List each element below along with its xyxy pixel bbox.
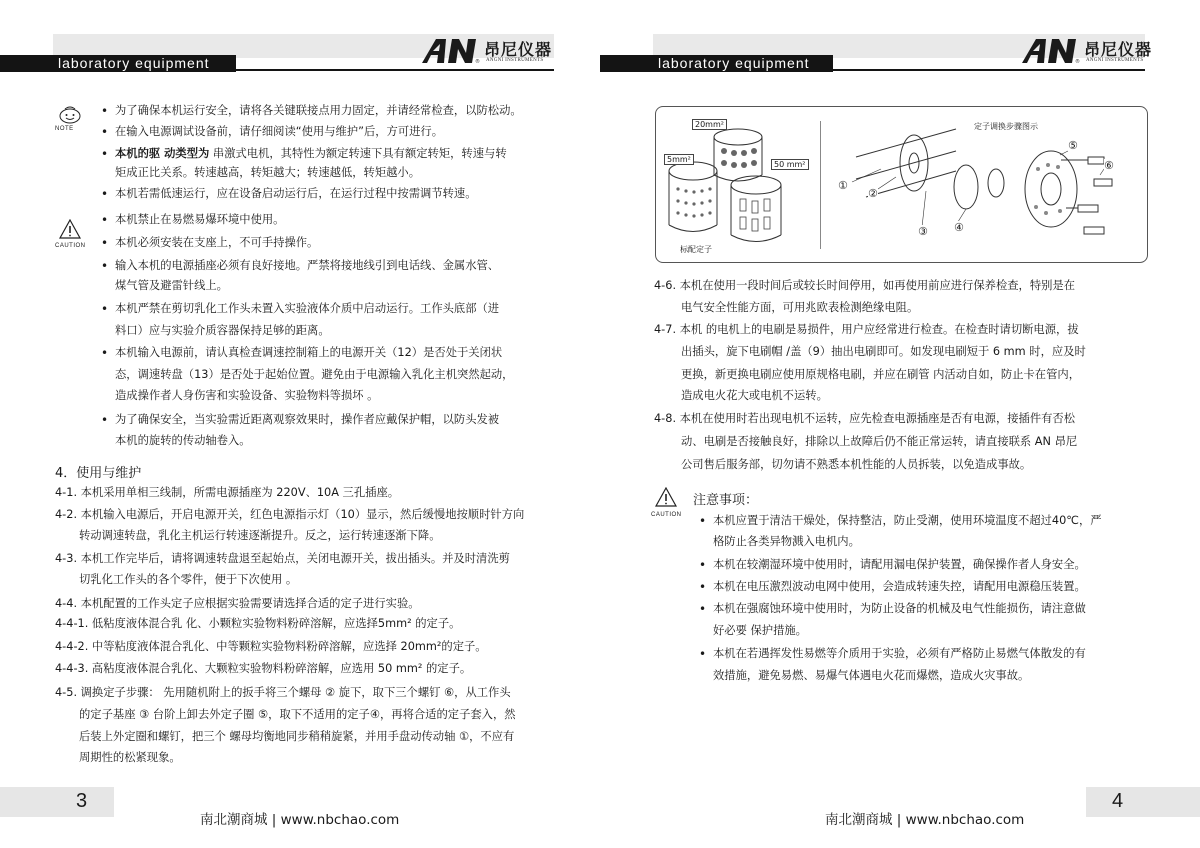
caution-icon-label: CAUTION bbox=[55, 243, 86, 249]
caution-item: • 本机输入电源前，请认真检查调速控制箱上的电源开关（12）是否处于关闭状 bbox=[115, 346, 502, 360]
svg-text:®: ® bbox=[1075, 59, 1080, 65]
paragraph-4-8-cont: 动、电刷是否接触良好，排除以上故障后仍不能正常运转，请直接联系 AN 昂尼 bbox=[681, 435, 1078, 448]
paragraph-4-6: 4-6. 本机在使用一段时间后或较长时间停用，如再使用前应进行保养检查，特别是在 bbox=[654, 279, 1076, 292]
caution-item: • 本机严禁在剪切乳化工作头未置入实验液体介质中启动运行。工作头底部（进 bbox=[115, 302, 499, 316]
attention-item-cont: 好必要 保护措施。 bbox=[713, 624, 807, 637]
figure-caption-steps: 定子调换步骤图示 bbox=[974, 122, 1038, 131]
caution-item-cont: 煤气管及避雷针线上。 bbox=[115, 279, 228, 292]
caution-item-cont: 态，调速转盘（13）是否处于起始位置。避免由于电源输入乳化主机突然起动， bbox=[115, 368, 514, 381]
right-page bbox=[600, 0, 1200, 848]
paragraph-4-1: 4-1. 本机采用单相三线制，所需电源插座为 220V、10A 三孔插座。 bbox=[55, 486, 400, 499]
an-logo-icon bbox=[1020, 36, 1082, 66]
header-brand-bar bbox=[600, 55, 833, 72]
paragraph-4-5: 4-5. 调换定子步骤： 先用随机附上的扳手将三个螺母 ② 旋下，取下三个螺钉 ⑥，从工作头 bbox=[55, 686, 511, 699]
page-number: 4 bbox=[1112, 790, 1124, 812]
attention-item: • 本机在强腐蚀环境中使用时，为防止设备的机械及电气性能损伤，请注意做 bbox=[713, 602, 1086, 616]
note-item: • 为了确保本机运行安全，请将各关键联接点用力固定，并请经常检查，以防松动。 bbox=[115, 104, 522, 118]
paragraph-4-8: 4-8. 本机在使用时若出现电机不运转，应先检查电源插座是否有电源，接插件有否松 bbox=[654, 412, 1076, 425]
attention-item: • 本机在电压激烈波动电网中使用，会造成转速失控，请配用电源稳压装置。 bbox=[713, 580, 1086, 594]
attention-item: • 本机在若遇挥发性易燃等介质用于实验，必须有严格防止易燃气体散发的有 bbox=[713, 647, 1086, 661]
paragraph-4-5-cont: 周期性的松紧现象。 bbox=[79, 751, 181, 764]
paragraph-4-4: 4-4. 本机配置的工作头定子应根据实验需要请选择合适的定子进行实验。 bbox=[55, 597, 420, 610]
note-icon bbox=[57, 105, 83, 125]
caution-item: • 本机必须安装在支座上，不可手持操作。 bbox=[115, 236, 318, 250]
note-item: • 本机若需低速运行，应在设备启动运行后，在运行过程中按需调节转速。 bbox=[115, 187, 477, 201]
caution-item: • 本机禁止在易燃易爆环境中使用。 bbox=[115, 213, 284, 227]
note-item: • 在输入电源调试设备前，请仔细阅读“使用与维护”后，方可进行。 bbox=[115, 125, 443, 139]
note-item-cont: 矩成正比关系。转速越高，转矩越大；转速越低，转矩越小。 bbox=[115, 166, 421, 179]
paragraph-4-2-cont: 转动调速转盘，乳化主机运行转速逐渐提升。反之，运行转速逐渐下降。 bbox=[79, 529, 441, 542]
note-item-motor bbox=[115, 147, 507, 161]
paragraph-4-2: 4-2. 本机输入电源后，开启电源开关，红色电源指示灯（10）显示，然后缓慢地按顺时针方向 bbox=[55, 508, 525, 521]
svg-text:®: ® bbox=[475, 59, 480, 65]
stator-5mm-label: 5mm² bbox=[664, 154, 694, 165]
stator-illustration bbox=[656, 107, 1147, 262]
paragraph-4-7-cont: 造成电火花大或电机不运转。 bbox=[681, 389, 828, 402]
attention-item: • 本机在较潮湿环境中使用时，请配用漏电保护装置，确保操作者人身安全。 bbox=[713, 558, 1086, 572]
paragraph-4-7-cont: 更换，新更换电刷应使用原规格电刷，并应在刷管 内活动自如，防止卡在管内， bbox=[681, 368, 1080, 381]
paragraph-4-3-cont: 切乳化工作头的各个零件，便于下次使用 。 bbox=[79, 573, 298, 586]
part-2-label: ② bbox=[868, 187, 878, 200]
logo-cn-text: 昂尼仪器 bbox=[484, 40, 553, 59]
paragraph-4-4-3: 4-4-3. 高粘度液体混合乳化、大颗粒实验物料粉碎溶解，应选用 50 mm² 的定子。 bbox=[55, 662, 472, 675]
caution-item: • 为了确保安全，当实验需近距离观察效果时，操作者应戴保护帽，以防头发被 bbox=[115, 413, 499, 427]
logo-en-text: ANGNI INSTRUMENTS bbox=[486, 58, 544, 63]
stator-20mm-label: 20mm² bbox=[692, 119, 727, 130]
header-rule bbox=[833, 69, 1145, 71]
page-number: 3 bbox=[76, 790, 88, 812]
caution-item-cont: 本机的旋转的传动轴卷入。 bbox=[115, 434, 251, 447]
header-rule bbox=[236, 69, 554, 71]
footer-site-text: 南北潮商城 | www.nbchao.com bbox=[825, 812, 1025, 828]
header-brand-bar bbox=[0, 55, 236, 72]
part-5-label: ⑤ bbox=[1068, 139, 1078, 152]
part-3-label: ③ bbox=[918, 225, 928, 238]
caution-item-cont: 造成操作者人身伤害和实验设备、实验物料等损坏 。 bbox=[115, 389, 379, 402]
stator-50mm-label: 50 mm² bbox=[771, 159, 809, 170]
paragraph-4-6-cont: 电气安全性能方面，可用兆欧表检测绝缘电阻。 bbox=[681, 301, 919, 314]
caution-icon bbox=[59, 219, 81, 239]
paragraph-4-7-cont: 出插头，旋下电刷帽 /盖（9）抽出电刷即可。如发现电刷短于 6 mm 时，应及时 bbox=[681, 345, 1086, 358]
motor-type-label: 本机的驱 动类型为 bbox=[115, 147, 210, 160]
paragraph-4-8-cont: 公司售后服务部，切勿请不熟悉本机性能的人员拆装，以免造成事故。 bbox=[681, 458, 1032, 471]
paragraph-4-4-1: 4-4-1. 低粘度液体混合乳 化、小颗粒实验物料粉碎溶解，应选择5mm² 的定子。 bbox=[55, 617, 461, 630]
logo-cn-text: 昂尼仪器 bbox=[1084, 40, 1153, 59]
caution-icon bbox=[655, 487, 677, 507]
header-brand-text: laboratory equipment bbox=[58, 55, 210, 71]
part-1-label: ① bbox=[838, 179, 848, 192]
stator-figure bbox=[655, 106, 1148, 263]
attention-title: 注意事项： bbox=[693, 493, 759, 508]
attention-item: • 本机应置于清洁干燥处，保持整洁，防止受潮，使用环境温度不超过40℃，严 bbox=[713, 514, 1102, 528]
motor-type-text: 串激式电机，其特性为额定转速下具有额定转矩，转速与转 bbox=[209, 147, 507, 160]
part-4-label: ④ bbox=[954, 221, 964, 234]
caution-item-cont: 料口）应与实验介质容器保持足够的距离。 bbox=[115, 324, 330, 337]
caution-icon-label: CAUTION bbox=[651, 512, 682, 518]
part-6-label: ⑥ bbox=[1104, 159, 1114, 172]
caution-item: • 输入本机的电源插座必须有良好接地。严禁将接地线引到电话线、金属水管、 bbox=[115, 259, 499, 273]
an-logo-icon bbox=[420, 36, 482, 66]
figure-divider bbox=[820, 121, 821, 249]
attention-item-cont: 格防止各类异物溅入电机内。 bbox=[713, 535, 860, 548]
paragraph-4-4-2: 4-4-2. 中等粘度液体混合乳化、中等颗粒实验物料粉碎溶解，应选择 20mm²的定子。 bbox=[55, 640, 487, 653]
paragraph-4-5-cont: 后装上外定圈和螺钉，把三个 螺母均衡地同步稍稍旋紧，并用手盘动传动轴 ①，不应有 bbox=[79, 730, 515, 743]
header-brand-text: laboratory equipment bbox=[658, 55, 810, 71]
figure-caption-standard: 标配定子 bbox=[680, 245, 712, 254]
paragraph-4-7: 4-7. 本机 的电机上的电刷是易损件，用户应经常进行检查。在检查时请切断电源，拔 bbox=[654, 323, 1079, 336]
section-title: 4．使用与维护 bbox=[55, 466, 142, 481]
attention-item-cont: 效措施，避免易燃、易爆气体遇电火花而爆燃，造成火灾事故。 bbox=[713, 669, 1030, 682]
logo-en-text: ANGNI INSTRUMENTS bbox=[1086, 58, 1144, 63]
footer-site-text: 南北潮商城 | www.nbchao.com bbox=[200, 812, 400, 828]
paragraph-4-5-cont: 的定子基座 ③ 台阶上卸去外定子圈 ⑤，取下不适用的定子④，再将合适的定子套入，然 bbox=[79, 708, 516, 721]
note-icon-label: NOTE bbox=[55, 126, 74, 132]
paragraph-4-3: 4-3. 本机工作完毕后，请将调速转盘退至起始点，关闭电源开关，拔出插头。并及时清洗剪 bbox=[55, 552, 510, 565]
footer-band bbox=[0, 787, 114, 817]
footer-band bbox=[1086, 787, 1200, 817]
